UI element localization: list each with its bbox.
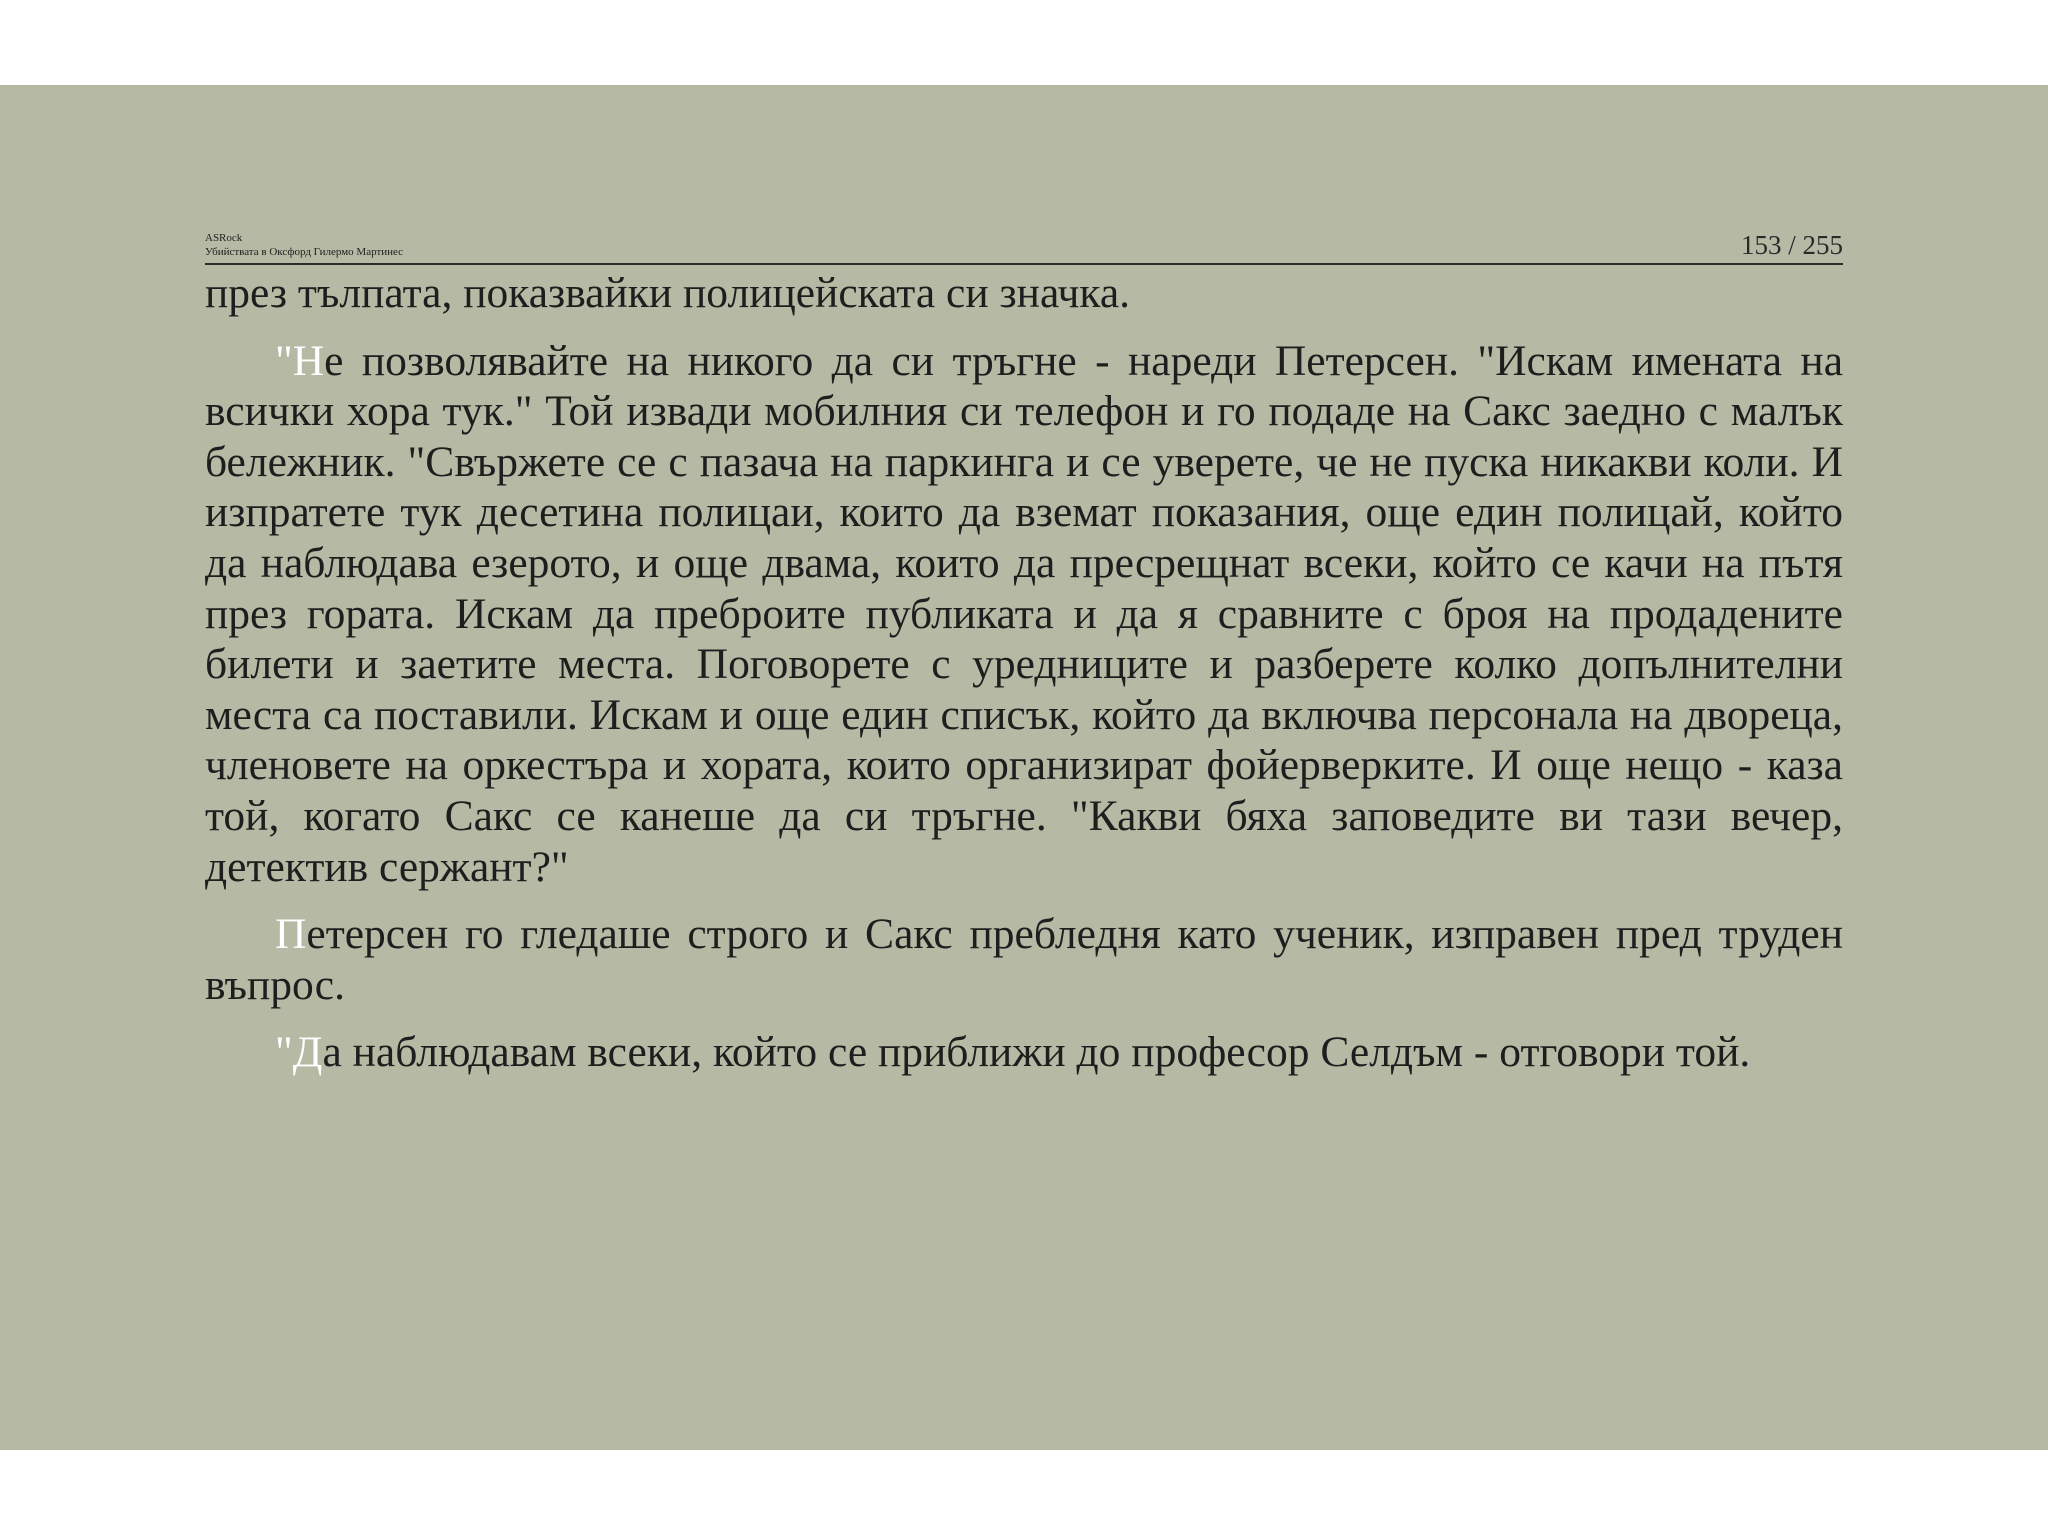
book-text xyxy=(205,268,1843,1095)
paragraph-2 xyxy=(205,336,1843,893)
paragraph-text: през тълпата, показвайки полицейската си значка. xyxy=(205,269,1131,317)
paragraph-lead: "Н xyxy=(275,336,325,385)
header-meta xyxy=(205,231,403,259)
page-header xyxy=(205,137,1843,265)
paragraph-3 xyxy=(205,909,1843,1010)
paragraph-text: а наблюдавам всеки, който се приближи до професор Селдъм - отговори той. xyxy=(322,1028,1751,1077)
paragraph-4 xyxy=(205,1027,1843,1078)
paragraph-text: е позволявайте на никого да си тръгне - нареди Петерсен. "Искам имената на всички хора тук." Той извади мобилния си телефон и го подаде на Сакс заедно с малък бележник. "Свържете се с пазача на паркинга и се уверете, че не пуска никакви коли. И изпратете тук десетина полицаи, които да вземат показания, още един полицай, който да наблюдава езерото, и още двама, които да пресрещнат всеки, който се качи на пътя през гората. Искам да преброите публиката и да я сравните с броя на продадените билети и заетите места. Поговорете с уредниците и разберете колко допълнителни места са поставили. Искам и още един списък, който да включва персонала на двореца, членовете на оркестъра и хората, които организират фойерверките. И още нещо - каза той, когато Сакс се канеше да си тръгне. "Какви бяха заповедите ви тази вечер, детектив сержант?" xyxy=(205,336,1843,891)
page-number: 153 / 255 xyxy=(1740,230,1843,260)
paragraph-lead: "Д xyxy=(275,1028,323,1077)
book-title-line: Убийствата в Оксфорд Гилермо Мартинес xyxy=(205,246,404,258)
paragraph-lead: П xyxy=(275,910,307,959)
paragraph-text: етерсен го гледаше строго и Сакс пребледня като ученик, изправен пред труден въпрос. xyxy=(205,910,1843,1009)
paragraph-1 xyxy=(205,268,1843,319)
author-line: ASRock xyxy=(205,232,243,244)
